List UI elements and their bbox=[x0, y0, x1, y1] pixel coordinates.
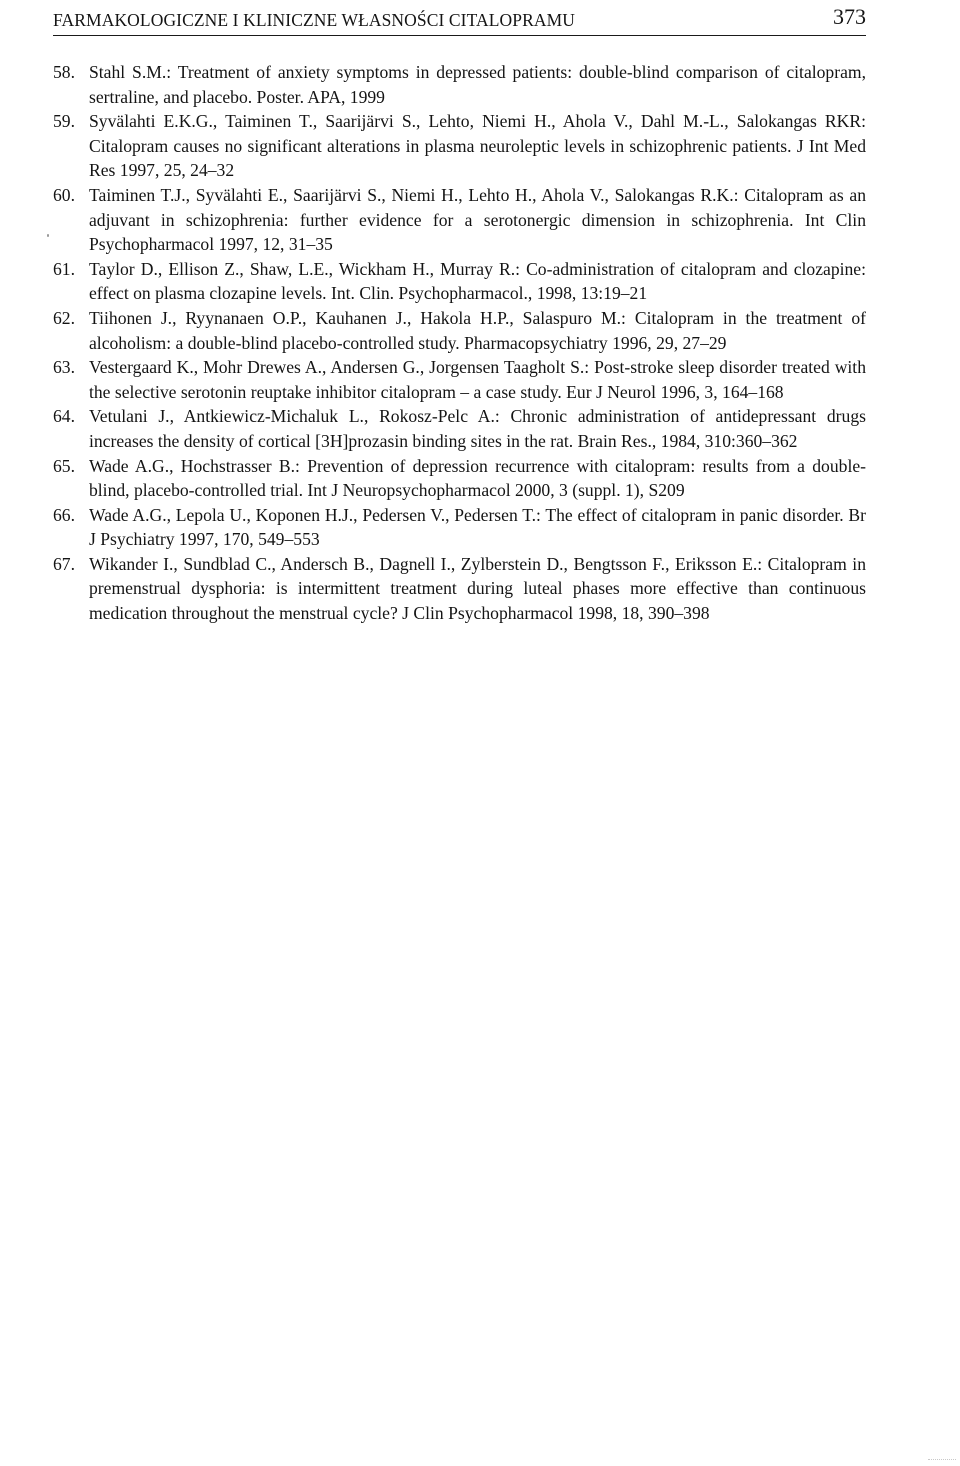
reference-67 bbox=[53, 552, 866, 626]
reference-65 bbox=[53, 454, 866, 503]
reference-59 bbox=[53, 109, 866, 183]
reference-number: 65. bbox=[53, 455, 75, 476]
reference-62 bbox=[53, 306, 866, 355]
reference-text: Taiminen T.J., Syvälahti E., Saarijärvi S., Niemi H., Lehto H., Ahola V., Salokangas R.K.: Citalopram as an adjuvant in schizophrenia: further evidence for a serotonergic dimension in schizophrenia. Int Clin Psychopharmacol 1997, 12, 31–35 bbox=[89, 184, 866, 255]
reference-63 bbox=[53, 355, 866, 404]
running-head bbox=[53, 4, 866, 36]
page-number: 373 bbox=[833, 4, 866, 29]
reference-list bbox=[53, 60, 866, 626]
reference-text: Tiihonen J., Ryynanaen O.P., Kauhanen J., Hakola H.P., Salaspuro M.: Citalopram in the treatment of alcoholism: a double-blind placebo-controlled study. Pharmacopsychiatry 1996, 29, 27–29 bbox=[89, 307, 866, 353]
reference-61 bbox=[53, 257, 866, 306]
reference-number: 58. bbox=[53, 62, 75, 82]
reference-number: 66. bbox=[53, 504, 75, 525]
reference-text: Wade A.G., Lepola U., Koponen H.J., Pedersen V., Pedersen T.: The effect of citalopram in panic disorder. Br J Psychiatry 1997, 170, 549–553 bbox=[89, 504, 866, 550]
reference-66 bbox=[53, 503, 866, 552]
reference-number: 59. bbox=[53, 111, 75, 132]
reference-number: 67. bbox=[53, 553, 75, 574]
reference-number: 60. bbox=[53, 184, 75, 205]
reference-text: Taylor D., Ellison Z., Shaw, L.E., Wickham H., Murray R.: Co-administration of citalopram and clozapine: effect on plasma clozapine levels. Int. Clin. Psychopharmacol., 1998, 13:19–21 bbox=[89, 258, 866, 304]
reference-text: Vestergaard K., Mohr Drewes A., Andersen G., Jorgensen Taagholt S.: Post-stroke sleep disorder treated with the selective serotonin reuptake inhibitor citalopram – a case study. Eur J Neurol 1996, 3, 164–168 bbox=[89, 357, 866, 402]
reference-number: 61. bbox=[53, 258, 75, 279]
reference-number: 63. bbox=[53, 357, 75, 378]
scan-edge-speck bbox=[928, 1459, 956, 1460]
header-rule bbox=[53, 35, 866, 36]
running-title: FARMAKOLOGICZNE I KLINICZNE WŁASNOŚCI CITALOPRAMU bbox=[53, 10, 576, 30]
reference-text: Wikander I., Sundblad C., Andersch B., Dagnell I., Zylberstein D., Bengtsson F., Eriksson E.: Citalopram in premenstrual dysphoria: is intermittent treatment during luteal phases more effective than continuous medication throughout the menstrual cycle? J Clin Psychopharmacol 1998, 18, 390–398 bbox=[89, 553, 866, 624]
scan-dust-mark bbox=[47, 234, 49, 237]
reference-number: 62. bbox=[53, 307, 75, 328]
reference-58 bbox=[53, 60, 866, 109]
reference-64 bbox=[53, 404, 866, 453]
reference-text: Stahl S.M.: Treatment of anxiety symptoms in depressed patients: double-blind comparison of citalopram, sertraline, and placebo. Poster. APA, 1999 bbox=[89, 62, 866, 107]
reference-number: 64. bbox=[53, 406, 75, 427]
reference-text: Vetulani J., Antkiewicz-Michaluk L., Rokosz-Pelc A.: Chronic administration of antidepressant drugs increases the density of cortical [3H]prozasin binding sites in the rat. Brain Res., 1984, 310:360–362 bbox=[89, 406, 866, 451]
reference-text: Syvälahti E.K.G., Taiminen T., Saarijärvi S., Lehto, Niemi H., Ahola V., Dahl M.-L., Salokangas RKR: Citalopram causes no significant alterations in plasma neuroleptic levels in schizophrenic patients. J Int Med Res 1997, 25, 24–32 bbox=[89, 111, 866, 181]
reference-60 bbox=[53, 183, 866, 257]
reference-text: Wade A.G., Hochstrasser B.: Prevention of depression recurrence with citalopram: results from a double-blind, placebo-controlled trial. Int J Neuropsychopharmacol 2000, 3 (suppl. 1), S209 bbox=[89, 455, 866, 501]
